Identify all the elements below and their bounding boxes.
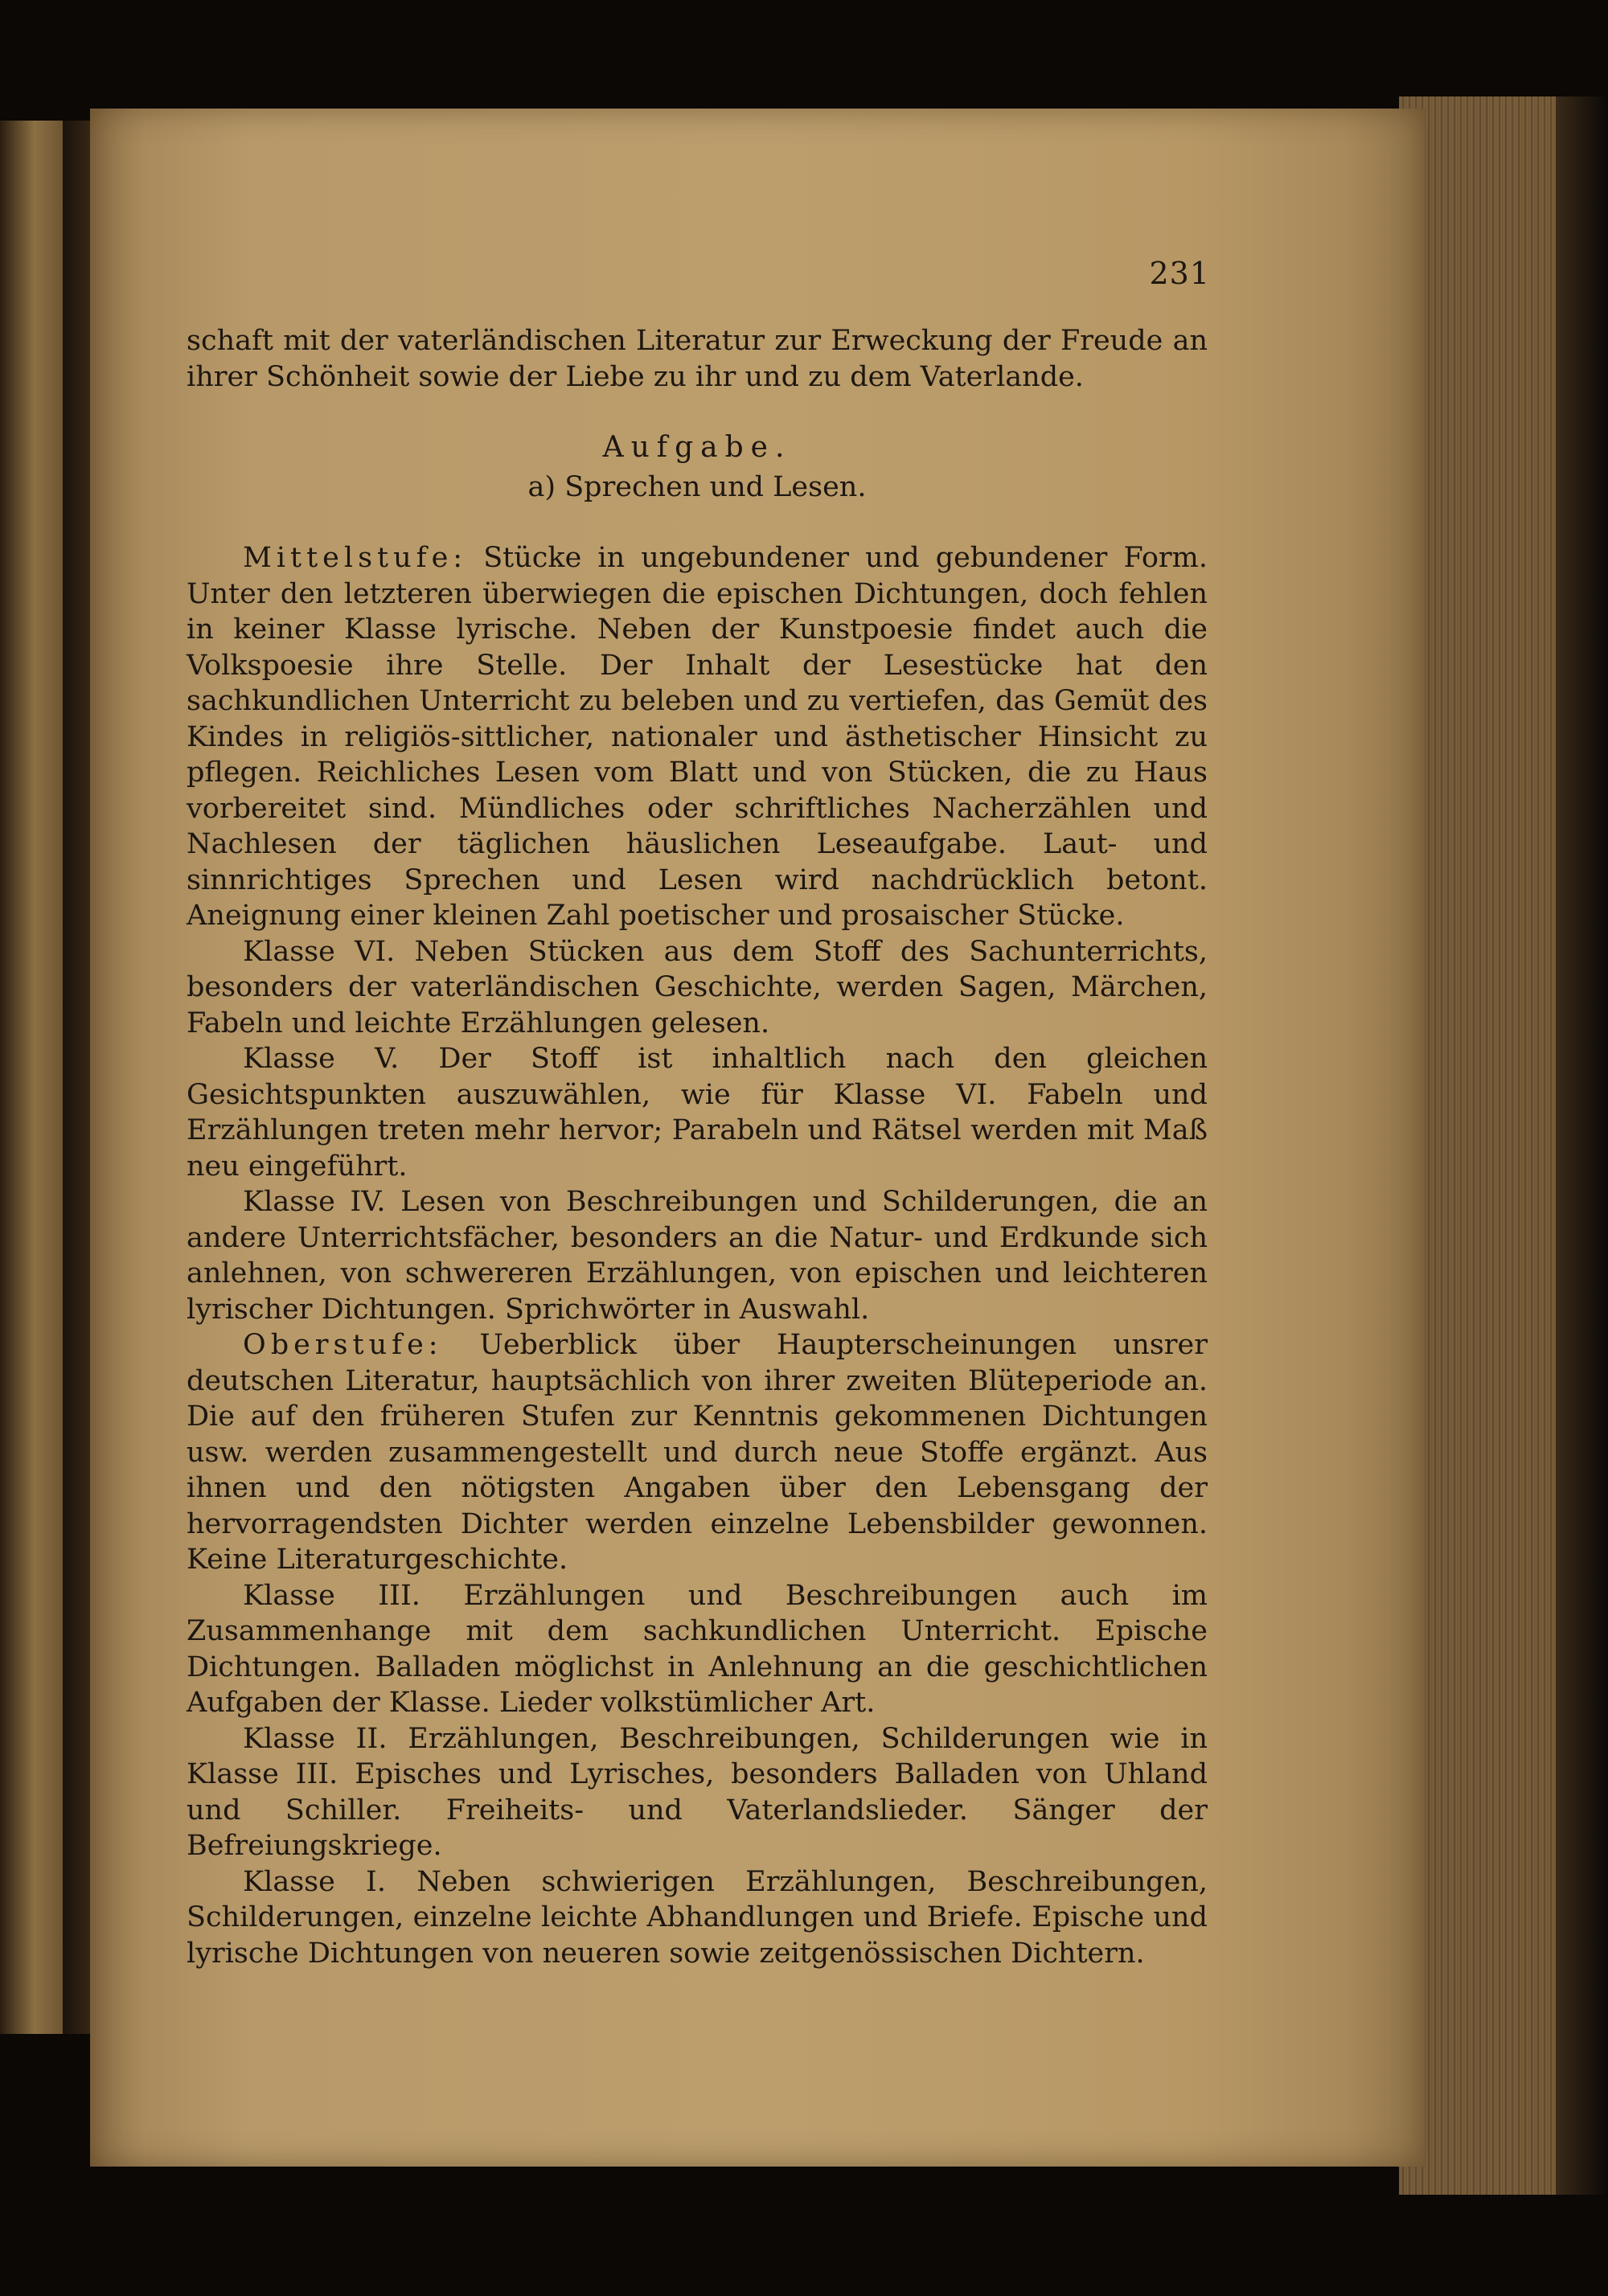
section-subheading: a) Sprechen und Lesen. <box>527 470 867 503</box>
klasse-vi-paragraph: Klasse VI. Neben Stücken aus dem Stoff des Sachunterrichts, besonders der vaterländischen Geschichte, werden Sagen, Märchen, Fabeln und leichte Erzählungen gelesen. <box>187 935 1208 1039</box>
mittelstufe-label: Mittelstufe: <box>243 542 468 574</box>
previous-page-edge <box>0 121 63 2034</box>
page-number: 231 <box>1149 256 1210 291</box>
oberstufe-text: Ueberblick über Haupterscheinungen unsrer deutschen Literatur, hauptsächlich von ihrer zweiten Blüteperiode an. Die auf den früheren Stufen zur Kenntnis gekommenen Dichtungen usw. werden zusammengestellt und durch neue Stoffe ergänzt. Aus ihnen und den nötigsten Angaben über den Lebensgang der hervorragendsten Dichter werden einzelne Lebensbilder gewonnen. Keine Literaturgeschichte. <box>187 1329 1208 1576</box>
mittelstufe-paragraph <box>187 540 1208 934</box>
klasse-i-paragraph: Klasse I. Neben schwierigen Erzählungen, Beschreibungen, Schilderungen, einzelne leichte Abhandlungen und Briefe. Epische und lyrische Dichtungen von neueren sowie zeitgenössischen Dichtern. <box>187 1865 1208 1970</box>
klasse-v-paragraph: Klasse V. Der Stoff ist inhaltlich nach den gleichen Gesichtspunkten auszuwählen, wie für Klasse VI. Fabeln und Erzählungen treten mehr hervor; Parabeln und Rätsel werden mit Maß neu eingeführt. <box>187 1043 1208 1183</box>
page-stack-shadow <box>1556 96 1608 2195</box>
klasse-iv-paragraph: Klasse IV. Lesen von Beschreibungen und Schilderungen, die an andere Unterrichtsfächer, besonders an die Natur- und Erdkunde sich anlehnen, von schwereren Erzählungen, von epischen und leichteren lyrischer Dichtungen. Sprichwörter in Auswahl. <box>187 1186 1208 1326</box>
klasse-ii-paragraph: Klasse II. Erzählungen, Beschreibungen, Schilderungen wie in Klasse III. Episches und Lyrisches, besonders Balladen von Uhland und Schiller. Freiheits- und Vaterlandslieder. Sänger der Befreiungskriege. <box>187 1722 1208 1862</box>
oberstufe-label: Oberstufe: <box>243 1329 443 1361</box>
section-heading: Aufgabe. <box>602 431 792 464</box>
page-text <box>187 323 1208 1971</box>
oberstufe-paragraph <box>187 1327 1208 1578</box>
intro-paragraph: schaft mit der vaterländischen Literatur zur Erweckung der Freude an ihrer Schönheit sowie der Liebe zu ihr und zu dem Vaterlande. <box>187 325 1208 393</box>
klasse-iii-paragraph: Klasse III. Erzählungen und Beschreibungen auch im Zusammenhange mit dem sachkundlichen Unterricht. Epische Dichtungen. Balladen möglichst in Anlehnung an die geschichtlichen Aufgaben der Klasse. Lieder volkstümlicher Art. <box>187 1579 1208 1719</box>
mittelstufe-text: Stücke in ungebundener und gebundener Form. Unter den letzteren überwiegen die epischen Dichtungen, doch fehlen in keiner Klasse lyrische. Neben der Kunstpoesie findet auch die Volkspoesie ihre Stelle. Der Inhalt der Lesestücke hat den sachkundlichen Unterricht zu beleben und zu vertiefen, das Gemüt des Kindes in religiös-sittlicher, nationaler und ästhetischer Hinsicht zu pflegen. Reichliches Lesen vom Blatt und von Stücken, die zu Haus vorbereitet sind. Mündliches oder schriftliches Nacherzählen und Nachlesen der täglichen häuslichen Leseaufgabe. Laut- und sinnrichtiges Sprechen und Lesen wird nachdrücklich betont. Aneignung einer kleinen Zahl poetischer und prosaischer Stücke. <box>187 542 1208 932</box>
